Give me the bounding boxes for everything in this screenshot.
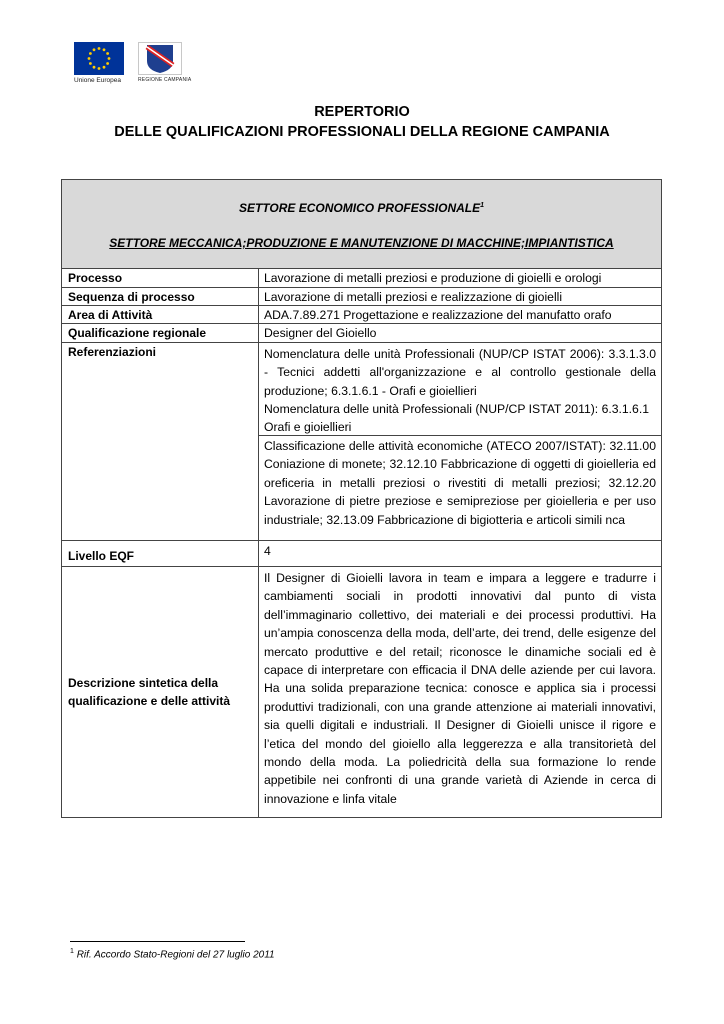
footnote-text: Rif. Accordo Stato-Regioni del 27 luglio 2011 (76, 949, 275, 961)
row-value-ateco: Classificazione delle attività economiche (ATECO 2007/ISTAT): 32.11.00 Coniazione di monete; 32.12.10 Fabbricazione di oggetti di gioielleria ed oreficeria in metalli preziosi o rivestiti di metalli preziosi; 32.12.20 Lavorazione di pietre preziose e semipreziose per gioielleria e per uso industriale; 32.13.09 Fabbricazione di bigiotteria e articoli simili nca (264, 439, 656, 527)
table-row-qualificazione (62, 324, 661, 343)
row-value: Lavorazione di metalli preziosi e produzione di gioielli e orologi (264, 271, 602, 285)
table-header (62, 180, 661, 269)
regione-campania-logo (138, 42, 192, 87)
row-label: Livello EQF (68, 549, 135, 563)
table-row-descrizione (62, 567, 661, 817)
row-label (68, 674, 230, 710)
document-subtitle: DELLE QUALIFICAZIONI PROFESSIONALI DELLA REGIONE CAMPANIA (114, 124, 610, 140)
regione-campania-emblem-icon (138, 42, 182, 75)
footnote-number: 1 (70, 948, 74, 955)
row-label-line: qualificazione e delle attività (68, 694, 231, 708)
eu-caption: Unione Europea (74, 77, 121, 84)
row-value: Il Designer di Gioielli lavora in team e impara a leggere e tradurre i cambiamenti sociali in prodotti innovativi dal punto di vista dell’immaginario collettivo, dei materiali e dei processi produttivi. Ha un’ampia conoscenza della moda, dell’arte, dei trend, delle esigenze del mercato produttive e del retail; riconosce le dinamiche sociali ed è capace di interpretare con efficacia il DNA delle aziende per cui lavora. Ha una solida preparazione tecnica: conosce e applica sia i processi produttivi tradizionali, con una grande attenzione ai materiali innovativi, sia quelli digitali e industriali. Il Designer di Gioielli unisce il rigore e l’etica del mondo del gioiello alla leggerezza e alla transitorietà del mondo della moda. La poliedricità della sua formazione lo rende appetibile nei confronti di una grande varietà di Aziende in cerca di innovazione e linfa vitale (264, 571, 656, 806)
row-label: Sequenza di processo (68, 290, 195, 304)
regione-campania-caption: REGIONE CAMPANIA (138, 77, 192, 83)
sector-value: SETTORE MECCANICA;PRODUZIONE E MANUTENZIONE DI MACCHINE;IMPIANTISTICA (109, 236, 614, 250)
eu-flag-icon (74, 42, 124, 75)
footnote (70, 948, 275, 960)
row-value-nup-2006: Nomenclatura delle unità Professionali (NUP/CP ISTAT 2006): 3.3.1.3.0 - Tecnici addetti all'organizzazione e al controllo gestionale della produzione; 6.3.1.6.1 - Orafi e gioiellieri (264, 347, 656, 398)
row-label: Referenziazioni (68, 345, 157, 359)
footnote-ref: 1 (480, 202, 485, 209)
document-title: REPERTORIO (314, 104, 410, 120)
row-value-nup-2011: Nomenclatura delle unità Professionali (NUP/CP ISTAT 2011): 6.3.1.6.1 Orafi e gioiellieri (264, 402, 649, 435)
row-label: Processo (68, 271, 123, 285)
eu-logo (74, 42, 124, 87)
row-label-line: Descrizione sintetica della (68, 676, 219, 690)
table-row-referenziazioni (62, 343, 661, 541)
row-label: Area di Attività (68, 308, 153, 322)
sector-heading (62, 201, 661, 215)
row-value: ADA.7.89.271 Progettazione e realizzazione del manufatto orafo (264, 308, 612, 322)
row-value: Lavorazione di metalli preziosi e realizzazione di gioielli (264, 290, 563, 304)
footnote-separator (70, 941, 245, 942)
row-label: Qualificazione regionale (68, 326, 207, 340)
row-value: 4 (264, 544, 271, 558)
table-row-area (62, 306, 661, 324)
sector-heading-text: SETTORE ECONOMICO PROFESSIONALE (238, 201, 481, 215)
row-value: Designer del Gioiello (264, 326, 377, 340)
cell-divider (258, 435, 661, 436)
table-row-sequenza (62, 288, 661, 306)
header-logos (74, 42, 194, 87)
qualification-table (61, 179, 662, 818)
table-row-processo (62, 269, 661, 288)
table-row-eqf (62, 541, 661, 567)
